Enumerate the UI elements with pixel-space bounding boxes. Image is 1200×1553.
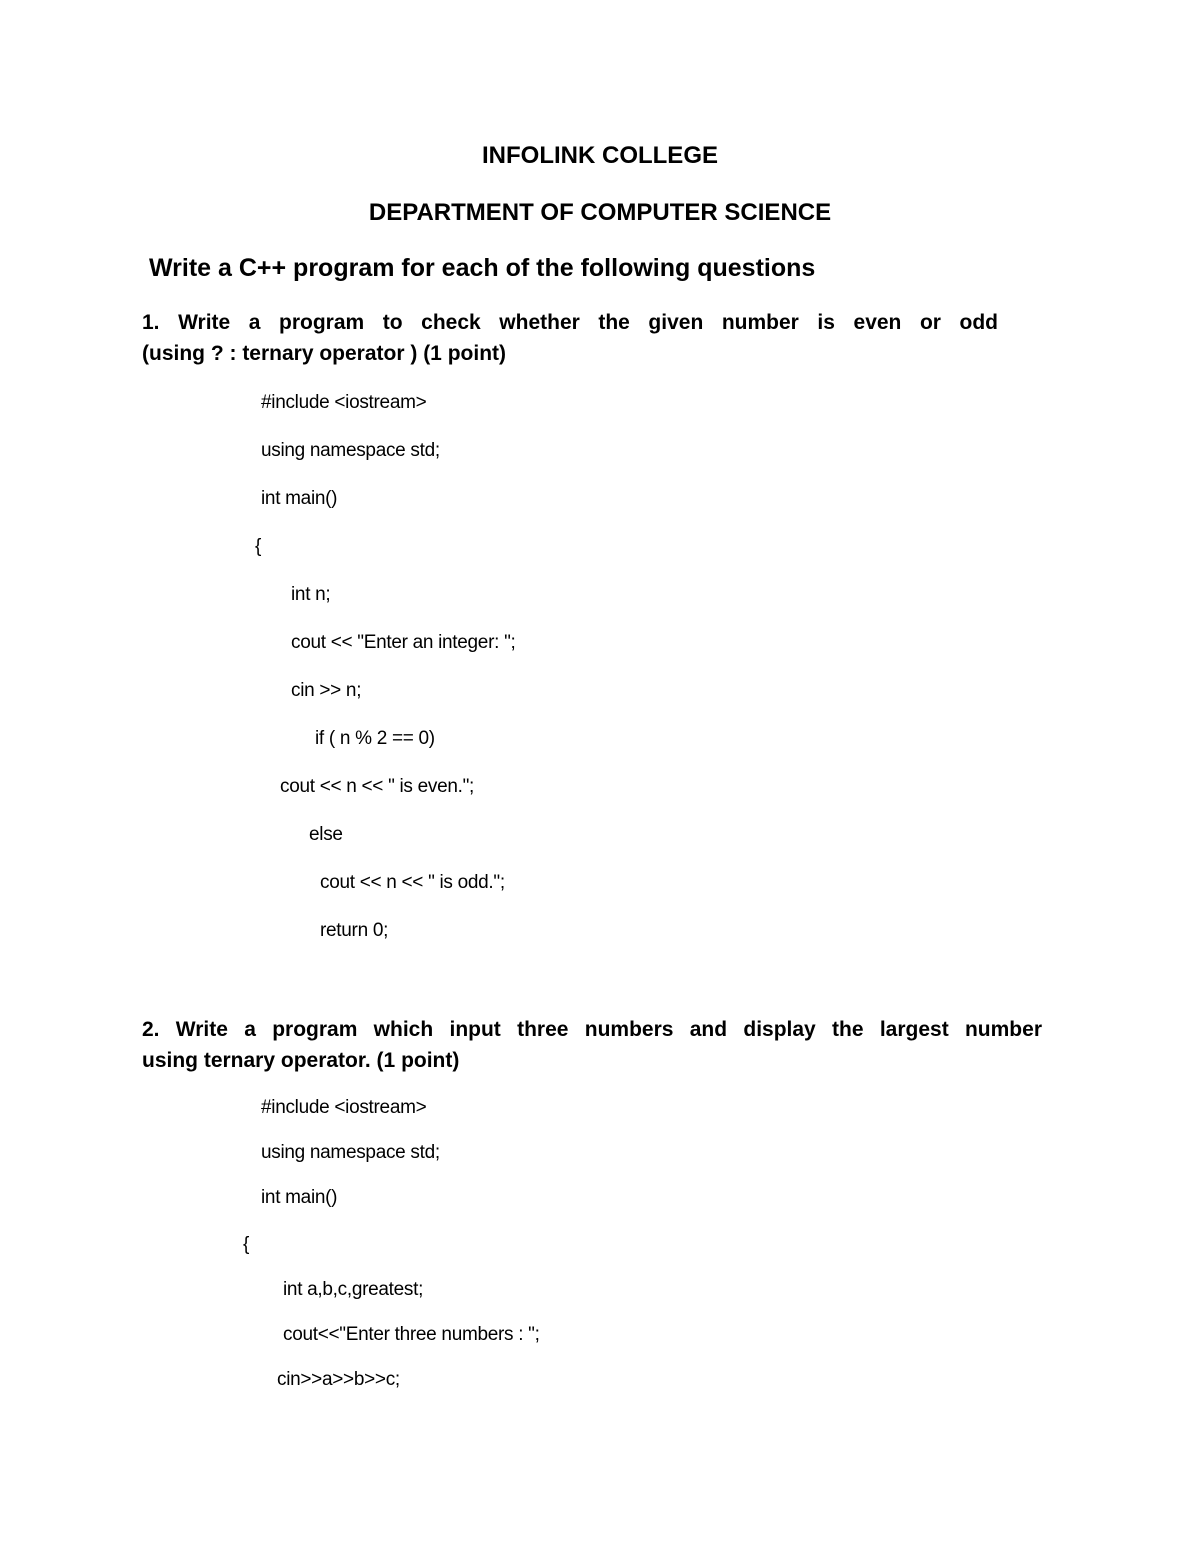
question-1-line-2: (using ? : ternary operator ) (1 point): [142, 342, 507, 365]
question-1: [142, 307, 1000, 369]
code-line: int main(): [261, 488, 338, 509]
code-line: using namespace std;: [261, 1142, 440, 1163]
department-title: DEPARTMENT OF COMPUTER SCIENCE: [368, 199, 832, 226]
code-line: int main(): [261, 1187, 338, 1208]
question-2: [142, 1014, 1042, 1076]
code-line: using namespace std;: [261, 440, 440, 461]
code-line: cout<<"Enter three numbers : ";: [283, 1324, 540, 1345]
question-2-line-1: 2. Write a program which input three numbers and display the largest number: [142, 1018, 1042, 1041]
code-line: int n;: [291, 584, 331, 605]
code-line: if ( n % 2 == 0): [315, 728, 435, 749]
question-2-line-2: using ternary operator. (1 point): [142, 1049, 460, 1072]
code-line: else: [309, 824, 343, 845]
code-line: {: [255, 536, 262, 557]
college-title: INFOLINK COLLEGE: [482, 142, 718, 169]
code-line: cout << n << " is even.";: [280, 776, 475, 797]
code-line: cout << "Enter an integer: ";: [291, 632, 516, 653]
question-1-line-1: 1. Write a program to check whether the given number is even or odd: [142, 311, 998, 334]
code-line: cin>>a>>b>>c;: [277, 1369, 400, 1390]
code-line: return 0;: [320, 920, 389, 941]
code-line: #include <iostream>: [261, 1097, 427, 1118]
code-line: {: [243, 1234, 250, 1255]
code-line: cout << n << " is odd.";: [320, 872, 505, 893]
instruction-heading: Write a C++ program for each of the following questions: [149, 254, 816, 282]
code-line: cin >> n;: [291, 680, 362, 701]
code-line: #include <iostream>: [261, 392, 427, 413]
code-line: int a,b,c,greatest;: [283, 1279, 424, 1300]
